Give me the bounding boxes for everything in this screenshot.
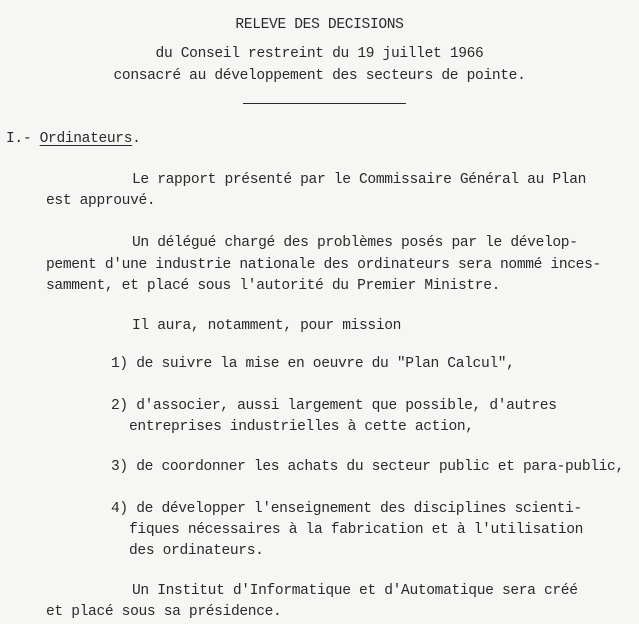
document-subtitle-line2: consacré au développement des secteurs de pointe. [113,68,526,84]
list-item-1-line-1: 1) de suivre la mise en oeuvre du "Plan Calcul", [111,356,515,372]
paragraph-1-line-2: est approuvé. [46,193,156,209]
list-item-2-line-2: entreprises industrielles à cette action, [129,419,474,435]
list-item-2-line-1: 2) d'associer, aussi largement que possible, d'autres [111,398,557,414]
document-subtitle-line1: du Conseil restreint du 19 juillet 1966 [155,46,484,62]
paragraph-2-line-1: Un délégué chargé des problèmes posés par le dévelop- [132,235,578,251]
list-item-4-line-2: fiques nécessaires à la fabrication et à l'utilisation [129,522,584,538]
header-divider [243,103,406,104]
paragraph-2-line-3: samment, et placé sous l'autorité du Premier Ministre. [46,278,501,294]
section-heading-text: Ordinateurs [39,131,133,147]
paragraph-3-line-1: Il aura, notamment, pour mission [132,318,402,334]
closing-line-2: et placé sous sa présidence. [46,604,282,620]
paragraph-2-line-2: pement d'une industrie nationale des ordinateurs sera nommé inces- [46,257,601,273]
document-title: RELEVE DES DECISIONS [235,17,404,33]
closing-line-1: Un Institut d'Informatique et d'Automatique sera créé [132,583,578,599]
list-item-4-line-3: des ordinateurs. [129,543,264,559]
section-heading-suffix: . [132,131,141,147]
list-item-4-line-1: 4) de développer l'enseignement des disciplines scienti- [111,501,582,517]
section-number: I.- [6,131,40,147]
list-item-3-line-1: 3) de coordonner les achats du secteur public et para-public, [111,459,624,475]
paragraph-1-line-1: Le rapport présenté par le Commissaire Général au Plan [132,172,587,188]
section-heading [6,130,141,148]
